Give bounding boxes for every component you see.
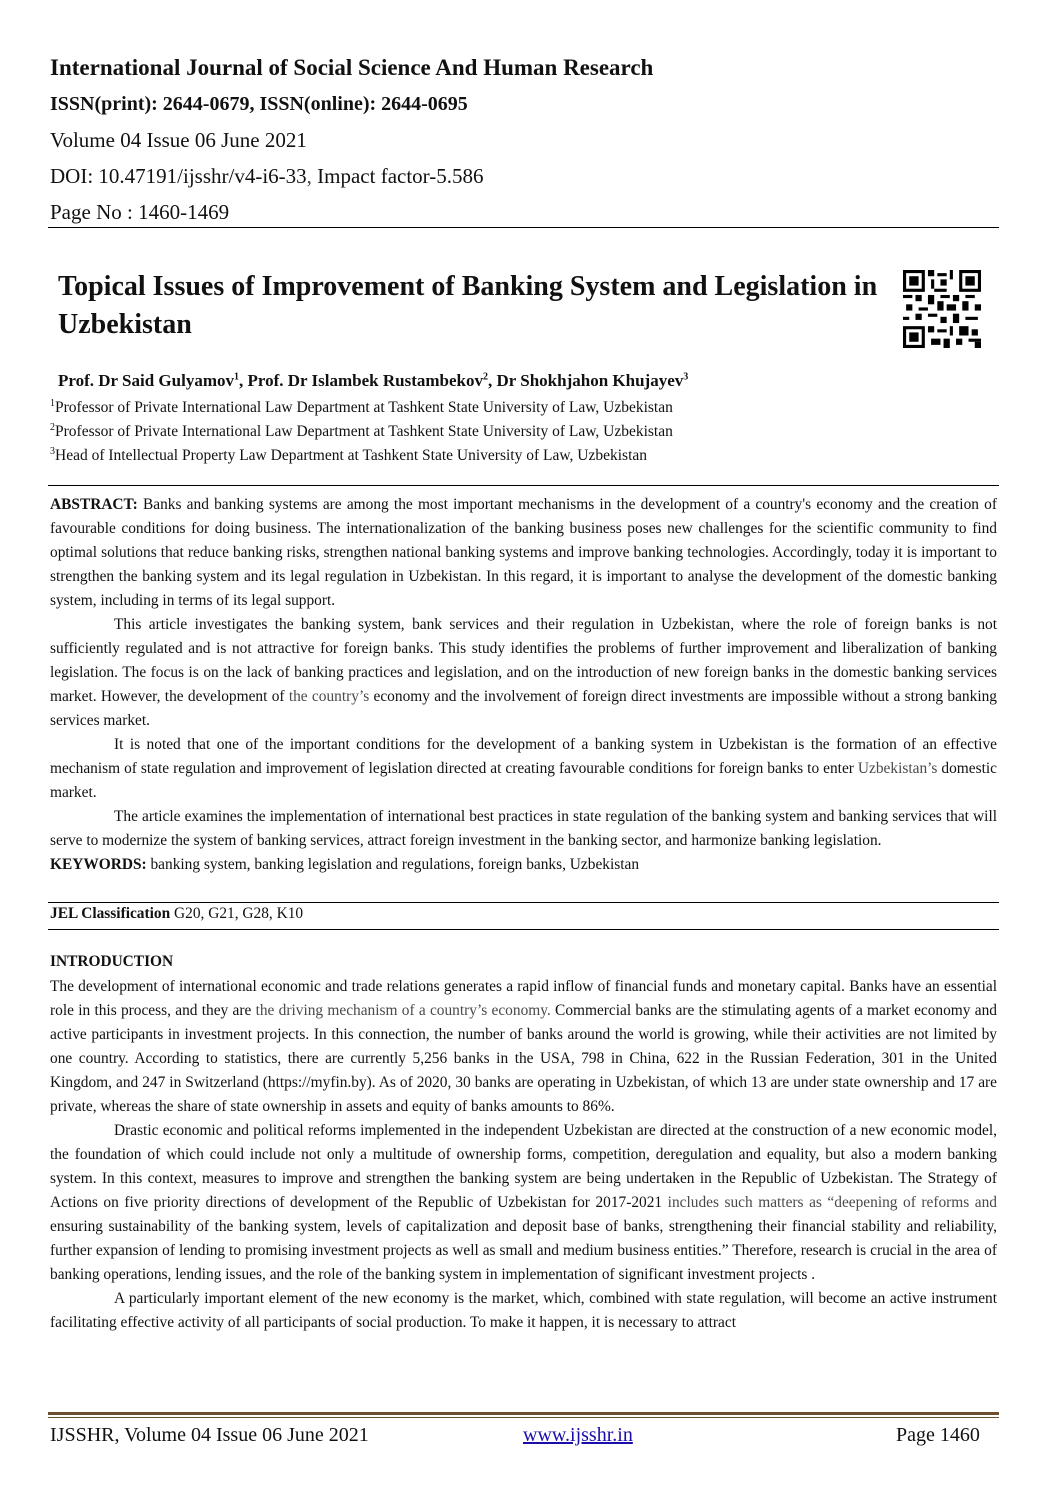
jel-rule [48,929,999,930]
affiliation-2-text: Professor of Private International Law Department at Tashkent State University of Law, Uzbekistan [55,423,673,441]
intro-p1-a: The development of international economic and trade relations generates a rapid inflow of financial funds and monetary capital. Banks have an essential role in this process, and they are [50,978,997,1019]
affiliation-1-text: Professor of Private International Law Department at Tashkent State University of Law, Uzbekistan [55,399,673,417]
abstract-p3-b: Uzbekistan’s [857,760,938,777]
affiliation-3 [50,446,647,465]
intro-p2-a: Drastic economic and political reforms implemented in the independent Uzbekistan are directed at the construction of a new economic model, the foundation of which could include not only a multitude of ownership forms, competition, deregulation and equality, but also a modern banking system. In this context, measures to improve and strengthen the banking system are being undertaken in the Republic of Uzbekistan. The Strategy of Actions on five priority directions of development of the Republic of Uzbekistan for 2017-2021 [50,1122,997,1211]
abstract-p3-c: domestic market. [50,760,997,801]
intro-p2 [50,1119,997,1287]
jel-text: G20, G21, G28, K10 [170,905,304,922]
abstract-p3 [50,733,997,805]
authors [58,371,688,391]
page-range: Page No : 1460-1469 [50,200,230,224]
affiliation-1-sup: 1 [50,398,55,409]
website-link[interactable]: www.ijsshr.in [523,1424,633,1446]
impact-factor: Impact factor-5.586 [311,164,484,188]
header-rule [48,227,999,228]
author-2-sup: 2 [483,371,488,383]
abstract-p3-a: It is noted that one of the important conditions for the development of a banking system in Uzbekistan is the formation of an effective mechanism of state regulation and improvement of legislation directed at creating favourable conditions for foreign banks to enter [50,736,997,777]
jel-label: JEL Classification [50,905,171,922]
doi: DOI: 10.47191/ijsshr/v4-i6-33 [50,164,307,188]
intro-p2-c: ensuring sustainability of the banking system, levels of capitalization and deposit base of banks, strengthening their financial stability and reliability, further expansion of lending to promising investment projects as well as small and medium business entities.” Therefore, research is crucial in the area of banking operations, lending issues, and the role of the banking system in implementation of significant investment projects . [50,1218,997,1283]
keywords-rule [48,902,999,903]
introduction-heading: INTRODUCTION [50,953,174,970]
author-3: , Dr Shokhjahon Khujayev [488,371,684,390]
footer-journal: IJSSHR, Volume 04 Issue 06 June 2021 [50,1424,369,1446]
affiliation-2 [50,422,673,441]
volume: Volume 04 Issue 06 June 2021 [50,128,307,152]
journal-title: International Journal of Social Science And Human Research [50,55,654,80]
intro-p1 [50,975,997,1119]
keywords-label: KEYWORDS: [50,856,147,873]
abstract-p2-a: This article investigates the banking system, bank services and their regulation in Uzbekistan, where the role of foreign banks is not sufficiently regulated and is not attractive for foreign banks. This study identifies the problems of further improvement and liberalization of banking legislation. The focus is on the lack of banking practices and legislation, and on the introduction of new foreign banks in the domestic banking services market. However, the development of [50,616,997,705]
abstract [50,493,997,877]
abstract-p1 [50,493,997,613]
abstract-p2-b: the country’s [288,688,370,705]
doi-line [50,163,484,189]
issn: ISSN(print): 2644-0679, ISSN(online): 2644-0695 [50,93,468,115]
doi-separator: , [306,164,312,188]
keywords [50,853,997,877]
abstract-p4: The article examines the implementation of international best practices in state regulation of the banking system and banking services that will serve to modernize the system of banking services, attract foreign investment in the banking sector, and harmonize banking legislation. [50,808,997,849]
intro-p1-c: Commercial banks are the stimulating agents of a market economy and active participants in investment projects. In this connection, the number of banks around the world is growing, while their activities are not limited by one country. According to statistics, there are currently 5,256 banks in the USA, 798 in China, 622 in the Russian Federation, 301 in the United Kingdom, and 247 in Switzerland (https://myfin.by). As of 2020, 30 banks are operating in Uzbekistan, of which 13 are under state ownership and 17 are private, whereas the share of state ownership in assets and equity of banks amounts to 86%. [50,1002,997,1115]
abstract-p1-text: Banks and banking systems are among the most important mechanisms in the development of a country's economy and the creation of favourable conditions for doing business. The internationalization of the banking business poses new challenges for the scientific community to find optimal solutions that reduce banking risks, strengthen national banking systems and improve banking technologies. Accordingly, today it is important to strengthen the banking system and its legal regulation in Uzbekistan. In this regard, it is important to analyse the development of the domestic banking system, including in terms of its legal support. [50,496,997,609]
author-1-sup: 1 [234,371,239,383]
footer-page-number: Page 1460 [896,1424,980,1446]
abstract-top-rule [48,485,999,486]
abstract-p2-c: economy and the involvement of foreign direct investments are impossible without a strong banking services market. [50,688,997,729]
abstract-label: ABSTRACT: [50,496,138,513]
author-1: Prof. Dr Said Gulyamov [58,371,234,390]
keywords-text: banking system, banking legislation and regulations, foreign banks, Uzbekistan [146,856,640,873]
footer-rule-thick [48,1412,999,1415]
author-2: , Prof. Dr Islambek Rustambekov [239,371,483,390]
footer-rule-thin [48,1417,999,1418]
affiliation-3-text: Head of Intellectual Property Law Department at Tashkent State University of Law, Uzbekistan [55,447,648,465]
footer-website[interactable] [523,1424,633,1447]
intro-p1-b: the driving mechanism of a country’s economy. [255,1002,551,1019]
affiliation-2-sup: 2 [50,422,55,433]
paper-title: Topical Issues of Improvement of Banking System and Legislation in Uzbekistan [58,271,878,340]
author-3-sup: 3 [683,371,689,383]
abstract-p2 [50,613,997,733]
affiliation-3-sup: 3 [50,446,55,457]
qr-code-icon [903,270,981,348]
introduction-body [50,975,997,1335]
intro-p2-b: includes such matters as “deepening of reforms and [667,1194,997,1211]
affiliation-1 [50,398,673,417]
jel-classification [50,905,303,923]
intro-p3: A particularly important element of the new economy is the market, which, combined with state regulation, will become an active instrument facilitating effective activity of all participants of social production. To make it happen, it is necessary to attract [50,1290,997,1331]
